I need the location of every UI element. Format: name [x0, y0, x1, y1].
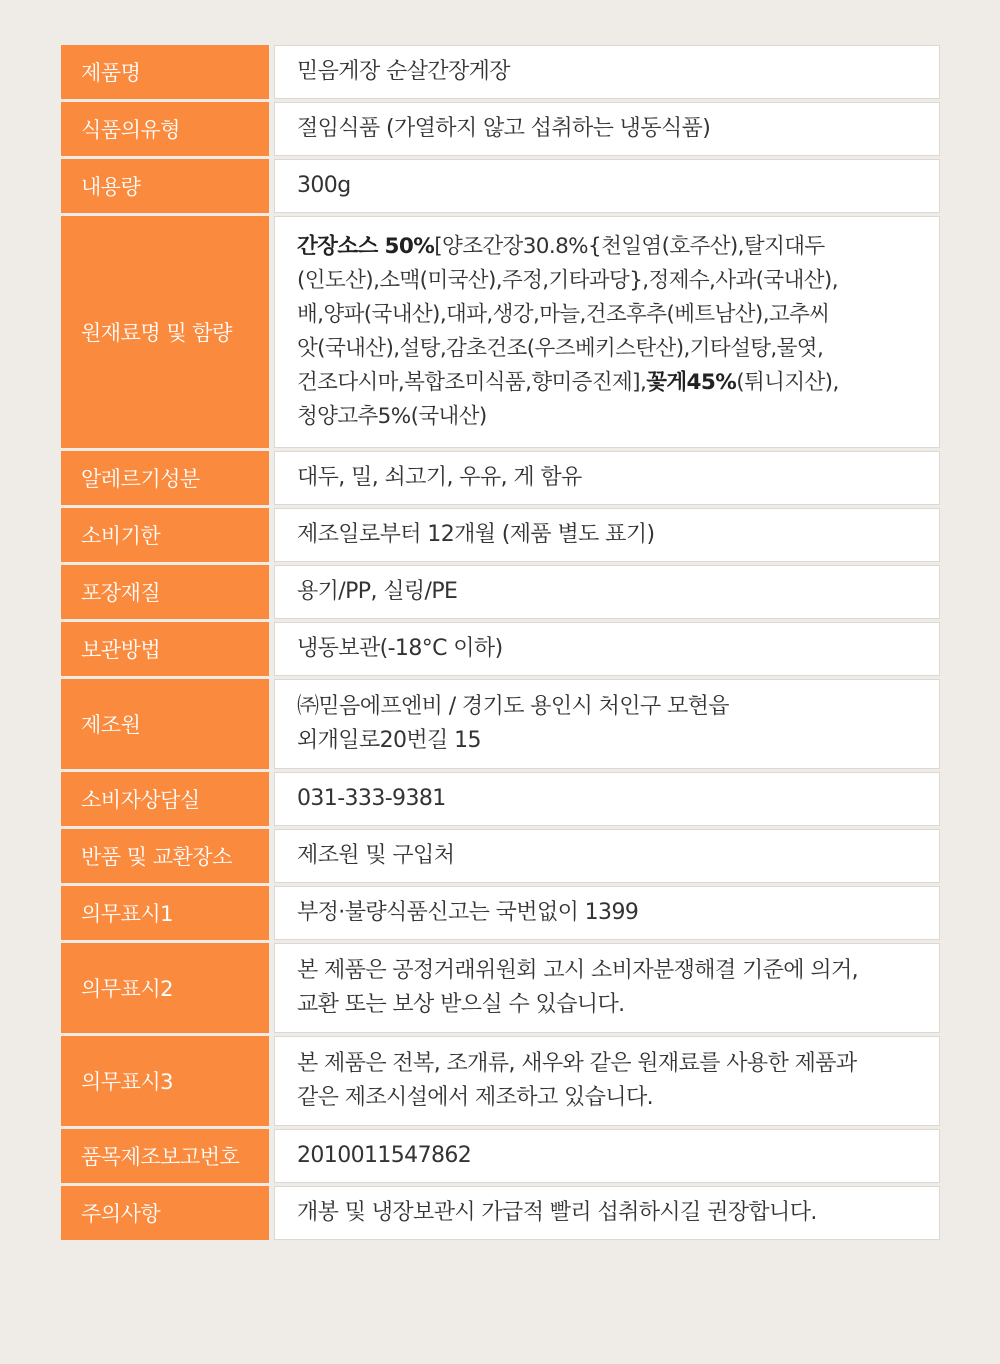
sauce-content: 간장소스 50%: [297, 233, 435, 259]
row-manufacturer: [61, 679, 940, 769]
value-line: 용기/PP, 실링/PE: [297, 578, 458, 604]
row-value: [274, 1036, 940, 1126]
value-line: 제조원 및 구입처: [297, 842, 455, 868]
value-line: 본 제품은 전복, 조개류, 새우와 같은 원재료를 사용한 제품과: [297, 1050, 857, 1076]
row-label: 내용량: [61, 159, 269, 213]
row-value: [274, 565, 940, 619]
crab-origin: (튀니지산),: [736, 369, 839, 395]
product-info-table: [61, 45, 940, 1243]
row-value: [274, 943, 940, 1033]
row-value: [274, 1186, 940, 1240]
value-line: (인도산),소맥(미국산),주정,기타과당},정제수,사과(국내산),: [297, 267, 838, 293]
value-line: 2010011547862: [297, 1142, 472, 1168]
row-return-place: [61, 829, 940, 883]
row-value: [274, 451, 940, 505]
value-line: 개봉 및 냉장보관시 가급적 빨리 섭취하시길 권장합니다.: [297, 1199, 817, 1225]
value-line: 제조일로부터 12개월 (제품 별도 표기): [297, 521, 655, 547]
row-label: 포장재질: [61, 565, 269, 619]
row-value: [274, 886, 940, 940]
row-value: [274, 159, 940, 213]
row-notice-1: [61, 886, 940, 940]
row-product-name: [61, 45, 940, 99]
value-line: 외개일로20번길 15: [297, 727, 481, 753]
row-label: 주의사항: [61, 1186, 269, 1240]
ingredient-text: 건조다시마,복합조미식품,향미증진제],: [297, 369, 647, 395]
row-value: [274, 622, 940, 676]
row-label: 의무표시2: [61, 943, 269, 1033]
row-label: 품목제조보고번호: [61, 1129, 269, 1183]
row-notice-2: [61, 943, 940, 1033]
value-line: ㈜믿음에프엔비 / 경기도 용인시 처인구 모현읍: [297, 693, 729, 719]
row-label: 제품명: [61, 45, 269, 99]
crab-content: 꽃게45%: [646, 369, 737, 395]
row-label: 보관방법: [61, 622, 269, 676]
row-value: [274, 102, 940, 156]
value-line: 배,양파(국내산),대파,생강,마늘,건조후추(베트남산),고추씨: [297, 301, 830, 327]
row-expiry: [61, 508, 940, 562]
row-caution: [61, 1186, 940, 1240]
row-label: 소비기한: [61, 508, 269, 562]
row-label: 반품 및 교환장소: [61, 829, 269, 883]
row-packaging: [61, 565, 940, 619]
value-line: 부정·불량식품신고는 국번없이 1399: [297, 899, 639, 925]
row-label: 알레르기성분: [61, 451, 269, 505]
row-food-type: [61, 102, 940, 156]
value-line: 절임식품 (가열하지 않고 섭취하는 냉동식품): [297, 115, 711, 141]
value-line: 믿음게장 순살간장게장: [297, 58, 510, 84]
row-value: [274, 772, 940, 826]
row-label: 원재료명 및 함량: [61, 216, 269, 448]
row-notice-3: [61, 1036, 940, 1126]
value-line: 교환 또는 보상 받으실 수 있습니다.: [297, 991, 625, 1017]
row-label: 소비자상담실: [61, 772, 269, 826]
row-label: 의무표시3: [61, 1036, 269, 1126]
row-label: 식품의유형: [61, 102, 269, 156]
value-line: 본 제품은 공정거래위원회 고시 소비자분쟁해결 기준에 의거,: [297, 957, 859, 983]
row-value: [274, 508, 940, 562]
value-line: 앗(국내산),설탕,감초건조(우즈베키스탄산),기타설탕,물엿,: [297, 335, 824, 361]
value-line: 청양고추5%(국내산): [297, 403, 487, 429]
row-allergens: [61, 451, 940, 505]
row-value: [274, 829, 940, 883]
value-line: 같은 제조시설에서 제조하고 있습니다.: [297, 1084, 654, 1110]
value-line: 대두, 밀, 쇠고기, 우유, 게 함유: [297, 464, 582, 490]
value-line: [297, 366, 917, 400]
row-ingredients: [61, 216, 940, 448]
row-label: 제조원: [61, 679, 269, 769]
value-line: [297, 230, 917, 264]
value-line: 냉동보관(-18°C 이하): [297, 635, 503, 661]
sauce-detail: [양조간장30.8%{천일염(호주산),탈지대두: [434, 233, 825, 259]
row-value: [274, 1129, 940, 1183]
row-label: 의무표시1: [61, 886, 269, 940]
row-net-weight: [61, 159, 940, 213]
phone-number: 031-333-9381: [297, 785, 446, 811]
row-report-number: [61, 1129, 940, 1183]
row-value: [274, 216, 940, 448]
value-line: 300g: [297, 172, 351, 198]
row-value: [274, 45, 940, 99]
row-customer-service: [61, 772, 940, 826]
row-storage: [61, 622, 940, 676]
row-value: [274, 679, 940, 769]
